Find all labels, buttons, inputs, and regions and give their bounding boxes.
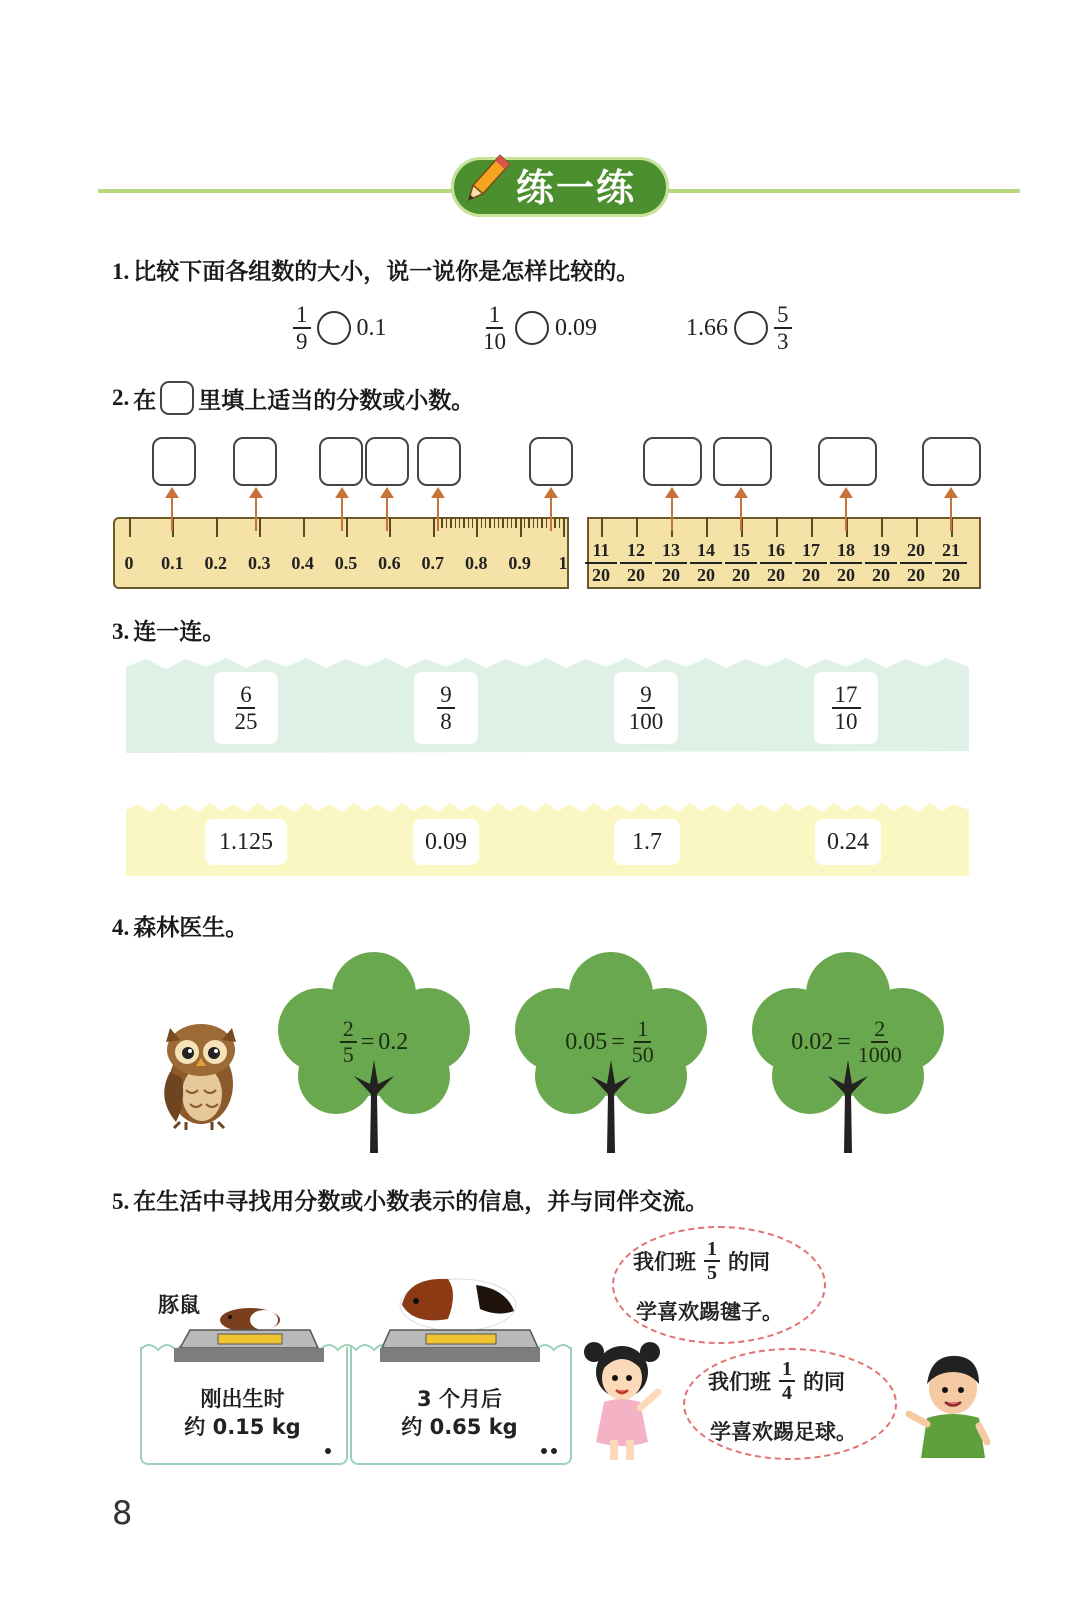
ruler-tick [881, 517, 883, 537]
decimal: 0.2 [378, 1028, 409, 1055]
decimal: 0.09 [555, 314, 597, 341]
ruler-minor-tick [481, 517, 483, 528]
ruler-minor-tick [507, 517, 509, 528]
question-5-text: 在生活中寻找用分数或小数表示的信息，并与同伴交流。 [133, 1188, 709, 1215]
ruler-minor-tick [502, 517, 504, 528]
answer-box[interactable] [643, 437, 702, 486]
ruler-minor-tick [498, 517, 500, 528]
ruler-minor-tick [441, 517, 443, 528]
ruler-minor-tick [446, 517, 448, 528]
animal-label: 豚鼠 [158, 1293, 200, 1317]
scale-with-baby-guinea-pig [160, 1290, 330, 1370]
decimal: 0.09 [425, 828, 467, 855]
ruler-minor-tick [472, 517, 474, 528]
ruler-label: 0 [124, 553, 134, 573]
ruler-fraction-label: 14 20 [690, 539, 722, 587]
ruler-fraction-label: 12 20 [620, 539, 652, 587]
ruler-tick [303, 517, 305, 537]
tree-equation[interactable] [284, 1012, 464, 1072]
ruler-minor-tick [485, 517, 487, 528]
ruler-tick [259, 517, 261, 537]
question-3 [112, 613, 225, 646]
arrow-stem [171, 497, 173, 531]
speech-bubble-1-line2: 学喜欢踢毽子。 [636, 1299, 783, 1324]
fraction: $\frac{1}{10}$ [483, 302, 506, 354]
ruler-minor-tick [520, 517, 522, 537]
question-3-number: 3. [112, 619, 130, 644]
arrow-stem [950, 497, 952, 531]
ruler-minor-tick [494, 517, 496, 528]
question-2-text-after: 里填上适当的分数或小数。 [198, 386, 475, 414]
ruler-label: 1 [558, 553, 568, 573]
decimal: 1.66 [686, 314, 728, 341]
boy-illustration [903, 1350, 993, 1462]
arrow-stem [341, 497, 343, 531]
arrow-stem [845, 497, 847, 531]
ruler-minor-tick [533, 517, 535, 528]
ruler-minor-tick [554, 517, 556, 528]
fraction: $\frac{6}{25}$ [234, 682, 258, 734]
ruler-minor-tick [463, 517, 465, 528]
ruler-tick [216, 517, 218, 537]
ruler-minor-tick [450, 517, 452, 528]
ruler-fraction-label: 11 20 [585, 539, 617, 587]
section-title: 练一练 [516, 166, 637, 210]
fraction: $\frac{1}{9}$ [293, 302, 311, 354]
decimal: 1.125 [219, 828, 273, 855]
ruler-label: 0.6 [378, 553, 401, 573]
ruler-minor-tick [455, 517, 457, 528]
decimal-card[interactable] [205, 819, 287, 865]
answer-box[interactable] [417, 437, 461, 486]
ruler-minor-tick [563, 517, 565, 537]
compare-item-3 [686, 302, 792, 354]
arrow-stem [255, 497, 257, 531]
answer-box[interactable] [713, 437, 772, 486]
equals-sign: = [360, 1028, 375, 1055]
ruler-minor-tick [433, 517, 435, 537]
arrow-stem [437, 497, 439, 531]
ruler-minor-tick [541, 517, 543, 528]
answer-box[interactable] [818, 437, 877, 486]
speech-bubble-2-line1: 我们班 $\frac{1}{4}$ 的同 [708, 1358, 845, 1404]
question-1-number: 1. [112, 259, 130, 284]
fraction: $\frac{2}{1000}$ [857, 1016, 902, 1067]
question-5 [112, 1183, 708, 1216]
ruler-tick [916, 517, 918, 537]
equals-sign: = [611, 1028, 625, 1055]
question-4-text: 森林医生。 [133, 914, 249, 941]
compare-item-1 [293, 302, 387, 354]
fraction: $\frac{9}{8}$ [437, 682, 455, 734]
arrow-stem [386, 497, 388, 531]
question-2-text-before: 在 [133, 386, 157, 414]
ruler-label: 0.5 [334, 553, 358, 573]
fraction-card[interactable] [414, 672, 478, 744]
decimal-card[interactable] [614, 819, 680, 865]
info-card-2-text: 3 个月后 约 0.65 kg [401, 1387, 518, 1439]
question-3-text: 连一连。 [133, 618, 226, 645]
dot-2 [541, 1448, 547, 1454]
ruler-fraction-label: 18 20 [830, 539, 862, 587]
girl-illustration [582, 1336, 672, 1464]
pencil-icon [455, 150, 515, 212]
question-4-number: 4. [112, 915, 130, 940]
ruler-tick [811, 517, 813, 537]
fraction: $\frac{1}{50}$ [631, 1016, 654, 1067]
ruler-label: 0.4 [291, 553, 314, 573]
question-4 [112, 909, 248, 942]
tree-equation[interactable] [521, 1012, 701, 1072]
ruler-label: 0.9 [508, 553, 531, 573]
question-2-number: 2. [112, 385, 130, 410]
ruler-minor-tick [524, 517, 526, 528]
scale-with-grown-guinea-pig [380, 1275, 550, 1370]
ruler-fraction-label: 16 20 [760, 539, 792, 587]
answer-box[interactable] [365, 437, 409, 486]
ruler-tick [129, 517, 131, 537]
dot-1 [325, 1448, 331, 1454]
fraction-card[interactable] [814, 672, 878, 744]
compare-item-2 [480, 302, 597, 354]
ruler-minor-tick [528, 517, 530, 528]
ruler-fraction-label: 19 20 [865, 539, 897, 587]
ruler-fraction-label: 15 20 [725, 539, 757, 587]
ruler-tick [346, 517, 348, 537]
equals-sign: = [837, 1028, 851, 1055]
ruler-minor-tick [489, 517, 491, 528]
answer-circle[interactable] [515, 311, 549, 345]
answer-box[interactable] [529, 437, 573, 486]
answer-box[interactable] [233, 437, 277, 486]
question-5-number: 5. [112, 1189, 130, 1214]
ruler-fraction-label: 20 20 [900, 539, 932, 587]
ruler-label: 0.3 [247, 553, 271, 573]
decimal: 0.02 [791, 1028, 834, 1055]
ruler-minor-tick [511, 517, 513, 528]
tree-equation[interactable] [758, 1012, 938, 1072]
question-1-text: 比较下面各组数的大小，说一说你是怎样比较的。 [133, 258, 640, 285]
arrow-stem [740, 497, 742, 531]
fraction: $\frac{2}{5}$ [340, 1017, 357, 1067]
answer-box[interactable] [319, 437, 363, 486]
sample-box [160, 381, 194, 415]
ruler-minor-tick [559, 517, 561, 528]
ruler-tick [776, 517, 778, 537]
answer-box[interactable] [922, 437, 981, 486]
ruler-label: 0.7 [421, 553, 445, 573]
ruler-minor-tick [468, 517, 470, 528]
decimal: 0.24 [827, 828, 869, 855]
decimal-card[interactable] [815, 819, 881, 865]
ruler-fraction-label: 21 20 [935, 539, 967, 587]
decimal: 1.7 [632, 828, 662, 855]
fraction-card[interactable] [614, 672, 678, 744]
ruler-fraction-label: 17 20 [795, 539, 827, 587]
fraction: $\frac{5}{3}$ [774, 302, 792, 354]
question-1 [112, 253, 639, 286]
decimal: 0.1 [356, 314, 387, 341]
info-card-1-text: 刚出生时 约 0.15 kg [184, 1387, 301, 1439]
ruler-fraction-label: 13 20 [655, 539, 687, 587]
arrow-stem [671, 497, 673, 531]
ruler-minor-tick [459, 517, 461, 528]
speech-bubble-1-line1: 我们班 $\frac{1}{5}$ 的同 [633, 1238, 770, 1284]
ruler-label: 0.8 [464, 553, 488, 573]
decimal-card[interactable] [413, 819, 479, 865]
ruler-label: 0.1 [161, 553, 184, 573]
page-number: 8 [112, 1494, 133, 1532]
ruler-tick [601, 517, 603, 537]
ruler-tick [706, 517, 708, 537]
question-2 [112, 381, 474, 415]
fraction: $\frac{9}{100}$ [628, 682, 664, 734]
ruler-minor-tick [476, 517, 478, 537]
ruler-tick [389, 517, 391, 537]
owl-illustration [156, 1012, 246, 1130]
fraction: $\frac{17}{10}$ [832, 682, 861, 734]
speech-bubble-2-line2: 学喜欢踢足球。 [710, 1419, 857, 1444]
ruler-tick [636, 517, 638, 537]
ruler-minor-tick [537, 517, 539, 528]
answer-box[interactable] [152, 437, 196, 486]
ruler-minor-tick [515, 517, 517, 528]
answer-circle[interactable] [734, 311, 768, 345]
decimal: 0.05 [565, 1028, 608, 1055]
arrow-stem [550, 497, 552, 531]
ruler-minor-tick [546, 517, 548, 528]
dot-3 [551, 1448, 557, 1454]
fraction-card[interactable] [214, 672, 278, 744]
answer-circle[interactable] [317, 311, 351, 345]
ruler-label: 0.2 [204, 553, 228, 573]
